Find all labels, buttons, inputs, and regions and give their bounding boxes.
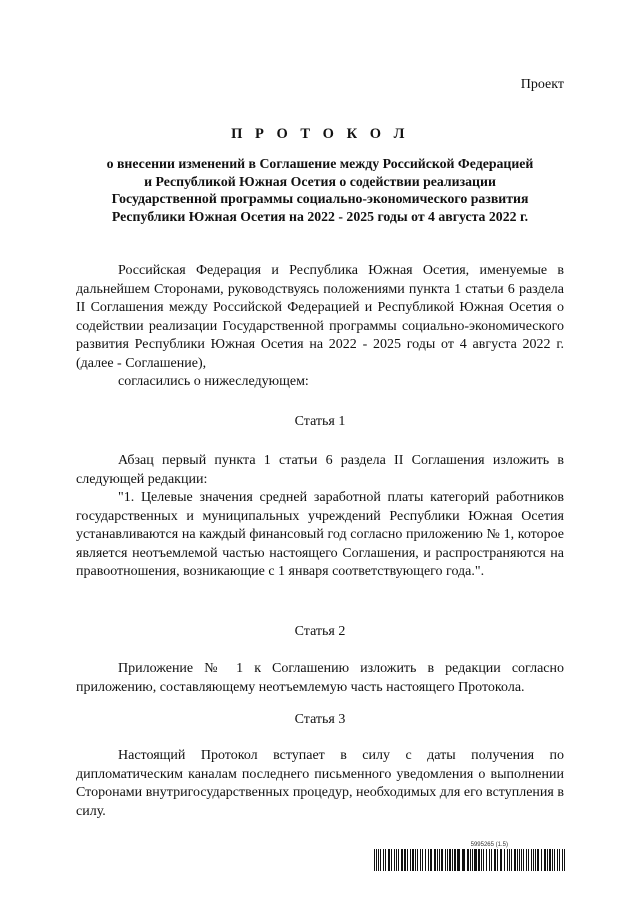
document-subtitle [76, 155, 564, 225]
barcode-number: 5995265 (1.5) [470, 842, 508, 848]
document-title: П Р О Т О К О Л [231, 126, 409, 142]
barcode-block [374, 842, 568, 871]
preamble-paragraph: Российская Федерация и Республика Южная Осетия, именуемые в дальнейшем Сторонами, руководствуясь положениями пункта 1 статьи 6 раздела II Соглашения между Российской Федерацией и Республикой Южная Осетия о содействии реализации Государственной программы социально-экономического развития Республики Южная Осетия на 2022 - 2025 годы от 4 августа 2022 г. (далее - Соглашение), [76, 263, 564, 371]
article-paragraph: Настоящий Протокол вступает в силу с даты получения по дипломатическим каналам последнего письменного уведомления о выполнении Сторонами внутригосударственных процедур, необходимых для его вступления в силу. [76, 748, 564, 819]
article-1-heading: Статья 1 [294, 414, 346, 429]
subtitle-line: Государственной программы социально-экономического развития [111, 191, 529, 206]
subtitle-line: о внесении изменений в Соглашение между Российской Федерацией [106, 156, 534, 171]
draft-label: Проект [520, 77, 564, 92]
subtitle-line: Республики Южная Осетия на 2022 - 2025 годы от 4 августа 2022 г. [111, 208, 529, 224]
article-paragraph: "1. Целевые значения средней заработной платы категорий работников государственных и муниципальных учреждений Республики Южная Осетия устанавливаются на каждый финансовый год согласно приложению № 1, которое является неотъемлемой частью настоящего Соглашения, и распространяются на правоотношения, возникающие с 1 января соответствующего года.". [76, 490, 564, 579]
article-paragraph: Абзац первый пункта 1 статьи 6 раздела II Соглашения изложить в следующей редакции: [76, 453, 564, 487]
preamble [76, 262, 564, 392]
article-1-body [76, 452, 564, 582]
article-2-heading: Статья 2 [294, 624, 346, 639]
article-paragraph: Приложение № 1 к Соглашению изложить в редакции согласно приложению, составляющему неотъемлемую часть настоящего Протокола. [76, 661, 564, 695]
article-2-body [76, 660, 564, 697]
barcode-icon [374, 849, 568, 871]
article-3-heading: Статья 3 [294, 712, 346, 727]
title-block [76, 126, 564, 225]
article-3-body [76, 747, 564, 821]
subtitle-line: и Республикой Южная Осетия о содействии реализации [144, 173, 496, 189]
agreement-clause: согласились о нижеследующем: [118, 374, 309, 389]
